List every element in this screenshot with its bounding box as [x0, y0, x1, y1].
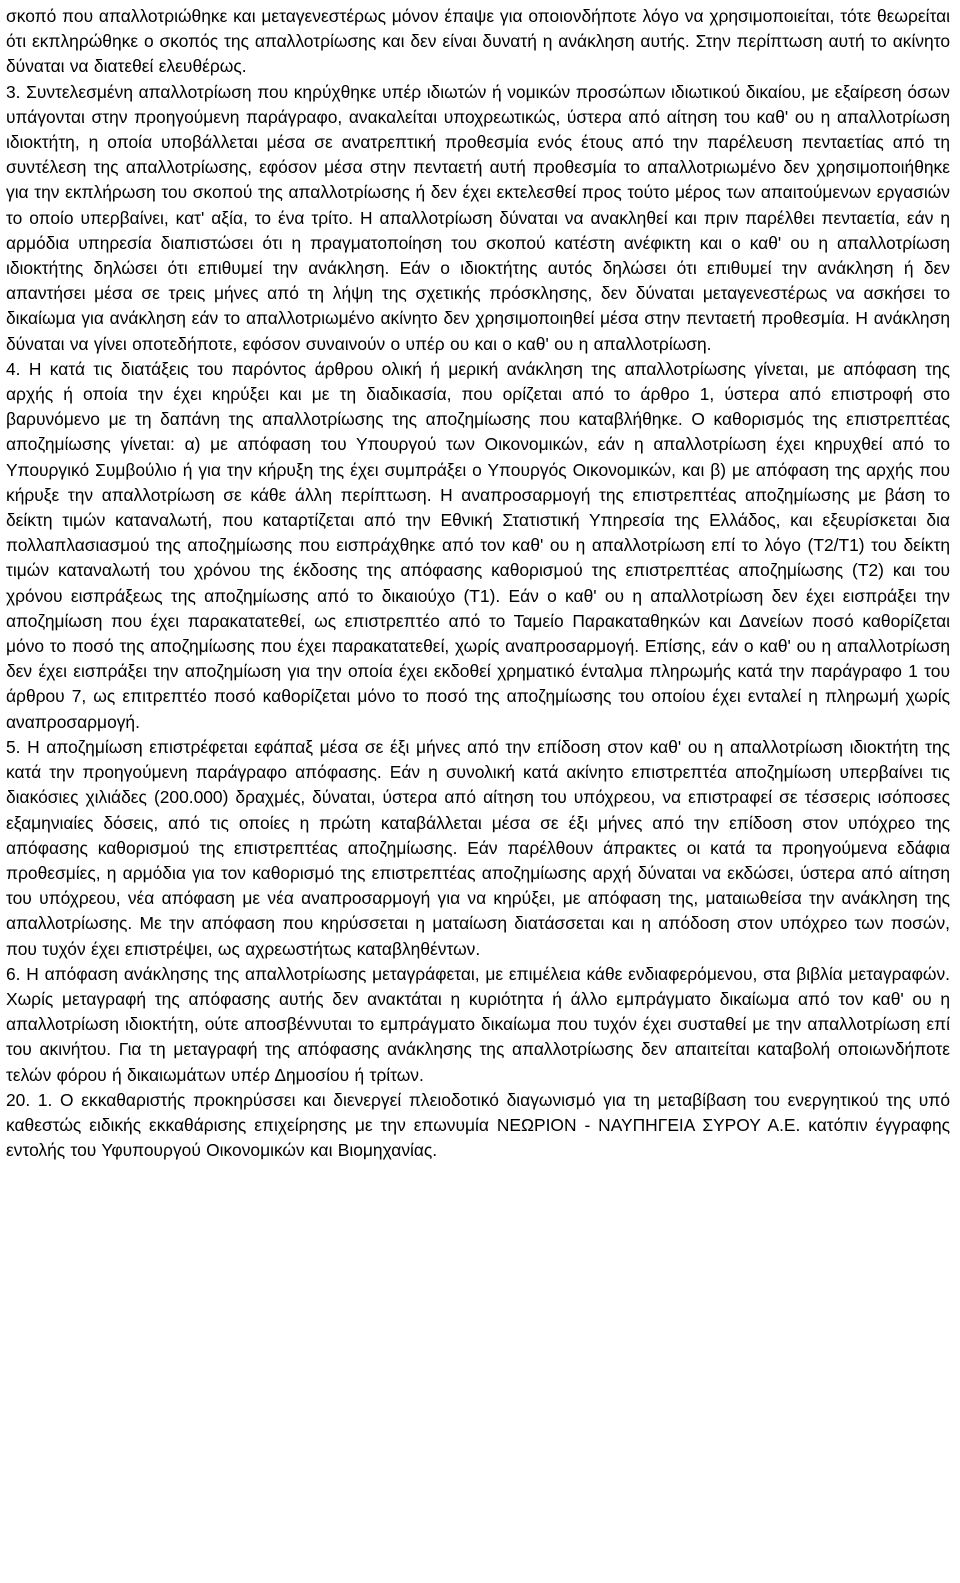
- paragraph-3: 3. Συντελεσμένη απαλλοτρίωση που κηρύχθηκε υπέρ ιδιωτών ή νομικών προσώπων ιδιωτικού δικαίου, με εξαίρεση όσων υπάγονται στην προηγούμενη παράγραφο, ανακαλείται υποχρεωτικώς, ύστερα από αίτηση του καθ' ου η απαλλοτρίωση ιδιοκτήτη, η οποία υποβάλλεται μέσα σε ανατρεπτική προθεσμία ενός έτους από την παρέλευση πενταετίας από τη συντέλεση της απαλλοτρίωσης, εφόσον μέσα στην πενταετή αυτή προθεσμία το απαλλοτριωμένο δεν χρησιμοποιήθηκε για την εκπλήρωση του σκοπού της απαλλοτρίωσης ή δεν έχει εκτελεσθεί προς τούτο μέρος των απαιτούμενων εργασιών το οποίο υπερβαίνει, κατ' αξία, το ένα τρίτο. Η απαλλοτρίωση δύναται να ανακληθεί και πριν παρέλθει πενταετία, εάν η αρμόδια υπηρεσία διαπιστώσει ότι η πραγματοποίηση του σκοπού κατέστη ανέφικτη και ο καθ' ου η απαλλοτρίωση ιδιοκτήτης δηλώσει ότι επιθυμεί την ανάκληση. Εάν ο ιδιοκτήτης αυτός δηλώσει ότι επιθυμεί την ανάκληση ή δεν απαντήσει μέσα σε τρεις μήνες από τη λήψη της σχετικής πρόσκλησης, δεν δύναται μεταγενεστέρως να ασκήσει το δικαίωμα για ανάκληση εάν το απαλλοτριωμένο ακίνητο δεν χρησιμοποιηθεί μέσα στην πενταετή προθεσμία. Η ανάκληση δύναται να γίνει οποτεδήποτε, εφόσον συναινούν ο υπέρ ου και ο καθ' ου η απαλλοτρίωση.: [6, 81, 950, 354]
- paragraph-6: 6. Η απόφαση ανάκλησης της απαλλοτρίωσης μεταγράφεται, με επιμέλεια κάθε ενδιαφερόμενου, στα βιβλία μεταγραφών. Χωρίς μεταγραφή της απόφασης αυτής δεν ανακτάται η κυριότητα ή άλλο εμπράγματο δικαίωμα από τον καθ' ου η απαλλοτρίωση ιδιοκτήτη, ούτε αποσβέννυται το εμπράγματο δικαίωμα που τυχόν έχει συσταθεί με την απαλλοτρίωση επί του ακινήτου. Για τη μεταγραφή της απόφασης ανάκλησης της απαλλοτρίωσης δεν απαιτείται καταβολή οποιωνδήποτε τελών φόρου ή δικαιωμάτων υπέρ Δημοσίου ή τρίτων.: [6, 963, 950, 1085]
- paragraph-continuation: σκοπό που απαλλοτριώθηκε και μεταγενεστέρως μόνον έπαψε για οποιονδήποτε λόγο να χρησιμοποιείται, τότε θεωρείται ότι εκπληρώθηκε ο σκοπός της απαλλοτρίωσης και δεν είναι δυνατή η ανάκληση αυτής. Στην περίπτωση αυτή το ακίνητο δύναται να διατεθεί ελευθέρως.: [6, 6, 950, 77]
- paragraph-5: 5. Η αποζημίωση επιστρέφεται εφάπαξ μέσα σε έξι μήνες από την επίδοση στον καθ' ου η απαλλοτρίωση ιδιοκτήτη της κατά την προηγούμενη παράγραφο απόφασης. Εάν η συνολική κατά ακίνητο επιστρεπτέα αποζημίωση υπερβαίνει τις διακόσιες χιλιάδες (200.000) δραχμές, δύναται, ύστερα από αίτηση του υπόχρεου, να επιστραφεί σε τέσσερις ισόποσες εξαμηνιαίες δόσεις, από τις οποίες η πρώτη καταβάλλεται μέσα σε έξι μήνες από την επίδοση στον υπόχρεο της απόφασης καθορισμού της επιστρεπτέας αποζημίωσης. Εάν παρέλθουν άπρακτες οι κατά τα προηγούμενα εδάφια προθεσμίες, η αρμόδια για τον καθορισμό της επιστρεπτέας αποζημίωσης αρχή δύναται να εκδώσει, ύστερα από αίτηση του υπόχρεου, νέα απόφαση με νέα αναπροσαρμογή για να κηρύξει, με απόφαση της, ματαιωθείσα την ανάκληση της απαλλοτρίωσης. Με την απόφαση που κηρύσσεται η ματαίωση διατάσσεται και η απόδοση στον υπόχρεο των ποσών, που τυχόν έχει επιστρέψει, ως αχρεωστήτως καταβληθέντων.: [6, 736, 950, 959]
- paragraph-4: 4. Η κατά τις διατάξεις του παρόντος άρθρου ολική ή μερική ανάκληση της απαλλοτρίωσης γίνεται, με απόφαση της αρχής ή οποία την έχει κηρύξει και με τη διαδικασία, που ορίζεται από το άρθρο 1, ύστερα από επιστροφή στο βαρυνόμενο με τη δαπάνη της απαλλοτρίωσης της αποζημίωσης που καταβλήθηκε. Ο καθορισμός της επιστρεπτέας αποζημίωσης γίνεται: α) με απόφαση του Υπουργού των Οικονομικών, εάν η απαλλοτρίωση έχει κηρυχθεί από το Υπουργικό Συμβούλιο ή για την κήρυξη της έχει συμπράξει ο Υπουργός Οικονομικών, και β) με απόφαση της αρχής που κήρυξε την απαλλοτρίωση σε κάθε άλλη περίπτωση. Η αναπροσαρμογή της επιστρεπτέας αποζημίωσης με βάση το δείκτη τιμών καταναλωτή, που καταρτίζεται από την Εθνική Στατιστική Υπηρεσία της Ελλάδος, και εξευρίσκεται δια πολλαπλασιασμού της αποζημίωσης που εισπράχθηκε από τον καθ' ου η απαλλοτρίωση επί το λόγο (Τ2/Τ1) του δείκτη τιμών καταναλωτή του χρόνου της έκδοσης της απόφασης καθορισμού της επιστρεπτέας αποζημίωσης (Τ2) και του χρόνου εισπράξεως της αποζημίωσης από το δικαιούχο (Τ1). Εάν ο καθ' ου η απαλλοτρίωση δεν έχει εισπράξει την αποζημίωση που έχει παρακατατεθεί, ως επιστρεπτέο από το Ταμείο Παρακαταθηκών και Δανείων ποσό καθορίζεται μόνο το ποσό της αποζημίωσης που έχει παρακατατεθεί, χωρίς αναπροσαρμογή. Επίσης, εάν ο καθ' ου η απαλλοτρίωση δεν έχει εισπράξει την αποζημίωση για την οποία έχει εκδοθεί χρηματικό ένταλμα πληρωμής κατά την παράγραφο 1 του άρθρου 7, ως επιτρεπτέο ποσό καθορίζεται μόνο το ποσό της αποζημίωσης του οποίου έχει ενταλεί η πληρωμή χωρίς αναπροσαρμογή.: [6, 358, 950, 732]
- article-20-paragraph-1: 20. 1. Ο εκκαθαριστής προκηρύσσει και διενεργεί πλειοδοτικό διαγωνισμό για τη μεταβίβαση του ενεργητικού της υπό καθεστώς ειδικής εκκαθάρισης επιχείρησης με την επωνυμία ΝΕΩΡΙΟΝ - ΝΑΥΠΗΓΕΙΑ ΣΥΡΟΥ Α.Ε. κατόπιν έγγραφης εντολής του Υφυπουργού Οικονομικών και Βιομηχανίας.: [6, 1089, 950, 1161]
